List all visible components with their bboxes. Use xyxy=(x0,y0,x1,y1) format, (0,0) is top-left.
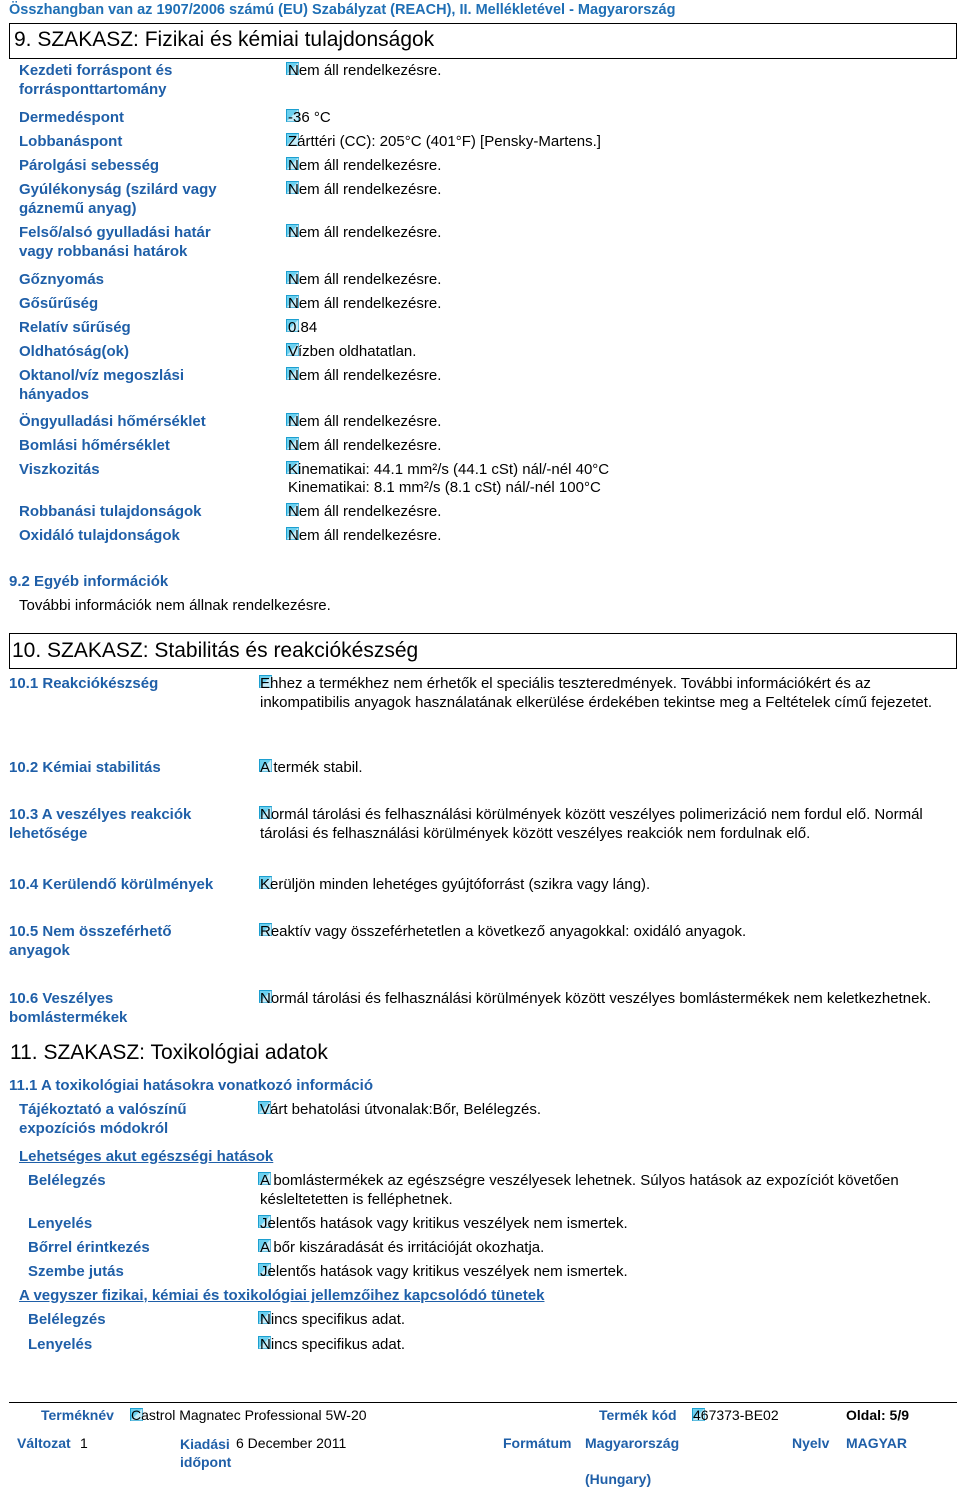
acute-effect-value: Jelentős hatások vagy kritikus veszélyek nem ismertek. xyxy=(260,1263,628,1280)
footer-page: Oldal: 5/9 xyxy=(846,1407,910,1423)
property-label: Oktanol/víz megoszlási hányados xyxy=(19,367,185,403)
acute-effects-title: Lehetséges akut egészségi hatások xyxy=(19,1148,274,1165)
property-label: Felső/alsó gyulladási határ vagy robbanási határok xyxy=(19,224,211,260)
reactivity-label: 10.5 Nem összeférhető anyagok xyxy=(9,923,172,959)
property-label: Gősűrűség xyxy=(19,295,99,312)
property-label: Gőznyomás xyxy=(19,271,105,288)
acute-effect-label: Bőrrel érintkezés xyxy=(28,1239,150,1256)
property-value: Nem áll rendelkezésre. xyxy=(288,271,442,288)
property-value: Nem áll rendelkezésre. xyxy=(288,503,442,520)
reactivity-label: 10.1 Reakciókészség xyxy=(9,675,159,692)
reactivity-value: Normál tárolási és felhasználási körülmények között veszélyes polimerizáció nem fordul elő. Normál tárolási és felhasználási körülmények között veszélyes reakciók nem fordulnak elő. xyxy=(260,806,923,842)
property-label: Kezdeti forráspont és forrásponttartomány xyxy=(19,62,173,98)
acute-effect-label: Szembe jutás xyxy=(28,1263,124,1280)
property-label: Párolgási sebesség xyxy=(19,157,160,174)
property-label: Bomlási hőmérséklet xyxy=(19,437,170,454)
reactivity-value: A termék stabil. xyxy=(260,759,363,776)
symptom-value: Nincs specifikus adat. xyxy=(260,1336,406,1353)
footer-issue-label: Kiadási időpont xyxy=(180,1436,232,1470)
property-value: Nem áll rendelkezésre. xyxy=(288,181,442,198)
section10-title-box xyxy=(9,633,957,669)
footer-product-code: 467373-BE02 xyxy=(693,1407,779,1423)
symptom-label: Belélegzés xyxy=(28,1311,106,1328)
property-value: 0.84 xyxy=(288,319,318,336)
footer-product-name: Castrol Magnatec Professional 5W-20 xyxy=(131,1407,367,1423)
sub92-title: 9.2 Egyéb információk xyxy=(9,573,169,590)
reactivity-value: Reaktív vagy összeférhetetlen a következő anyagokkal: oxidáló anyagok. xyxy=(260,923,747,940)
footer-format-label: Formátum xyxy=(503,1435,572,1451)
property-label: Gyúlékonyság (szilárd vagy gáznemű anyag) xyxy=(19,181,217,217)
footer-product-name-label: Terméknév xyxy=(41,1407,114,1423)
property-label: Öngyulladási hőmérséklet xyxy=(19,413,206,430)
sub111-title: 11.1 A toxikológiai hatásokra vonatkozó információ xyxy=(9,1077,373,1094)
reactivity-value: Kerüljön minden lehetéges gyújtóforrást (szikra vagy láng). xyxy=(260,876,651,893)
footer-version: 1 xyxy=(80,1435,88,1451)
footer-language: MAGYAR xyxy=(846,1435,907,1451)
property-label: Oldhatóság(ok) xyxy=(19,343,130,360)
footer-format-2: (Hungary) xyxy=(585,1471,652,1487)
section9-title: 9. SZAKASZ: Fizikai és kémiai tulajdonságok xyxy=(14,28,435,51)
reactivity-label: 10.3 A veszélyes reakciók lehetősége xyxy=(9,806,192,842)
reactivity-label: 10.2 Kémiai stabilitás xyxy=(9,759,161,776)
exposure-label: Tájékoztató a valószínű expozíciós módokról xyxy=(19,1101,187,1137)
acute-effect-value: Jelentős hatások vagy kritikus veszélyek nem ismertek. xyxy=(260,1215,628,1232)
footer-version-label: Változat xyxy=(17,1435,71,1451)
reactivity-label: 10.6 Veszélyes bomlástermékek xyxy=(9,990,128,1026)
property-value: Nem áll rendelkezésre. xyxy=(288,437,442,454)
section11-title: 11. SZAKASZ: Toxikológiai adatok xyxy=(10,1041,328,1064)
exposure-value: Várt behatolási útvonalak:Bőr, Belélegzés. xyxy=(260,1101,542,1118)
property-value: Nem áll rendelkezésre. xyxy=(288,157,442,174)
footer-issue-date: 6 December 2011 xyxy=(236,1435,347,1451)
reactivity-label: 10.4 Kerülendő körülmények xyxy=(9,876,214,893)
property-label: Relatív sűrűség xyxy=(19,319,131,336)
footer-product-code-label: Termék kód xyxy=(599,1407,677,1423)
symptoms-title: A vegyszer fizikai, kémiai és toxikológiai jellemzőihez kapcsolódó tünetek xyxy=(19,1287,545,1304)
acute-effect-label: Lenyelés xyxy=(28,1215,93,1232)
acute-effect-value: A bőr kiszáradását és irritációját okozhatja. xyxy=(260,1239,545,1256)
property-label: Oxidáló tulajdonságok xyxy=(19,527,180,544)
property-value: Nem áll rendelkezésre. xyxy=(288,295,442,312)
footer-format: Magyarország xyxy=(585,1435,680,1451)
footer-language-label: Nyelv xyxy=(792,1435,830,1451)
symptom-value: Nincs specifikus adat. xyxy=(260,1311,406,1328)
property-label: Lobbanáspont xyxy=(19,133,123,150)
acute-effect-value: A bomlástermékek az egészségre veszélyesek lehetnek. Súlyos hatások az expozíciót követően késleltetetten is felléphetnek. xyxy=(260,1172,899,1208)
property-value: Kinematikai: 44.1 mm²/s (44.1 cSt) nál/-nél 40°C xyxy=(288,461,610,478)
property-label: Viszkozitás xyxy=(19,461,100,478)
section9-title-box xyxy=(9,23,957,59)
symptom-label: Lenyelés xyxy=(28,1336,93,1353)
property-value: Zárttéri (CC): 205°C (401°F) [Pensky-Martens.] xyxy=(288,133,601,150)
property-value: Nem áll rendelkezésre. xyxy=(288,62,442,79)
property-value: Nem áll rendelkezésre. xyxy=(288,527,442,544)
section10-title: 10. SZAKASZ: Stabilitás és reakciókészség xyxy=(12,639,419,662)
property-value-2: Kinematikai: 8.1 mm²/s (8.1 cSt) nál/-nél 100°C xyxy=(288,479,601,496)
property-value: Nem áll rendelkezésre. xyxy=(288,224,442,241)
property-value: Nem áll rendelkezésre. xyxy=(288,367,442,384)
reactivity-value: Normál tárolási és felhasználási körülmények között veszélyes bomlástermékek nem keletkezhetnek. xyxy=(260,990,932,1007)
property-value: Vízben oldhatatlan. xyxy=(288,343,417,360)
property-label: Dermedéspont xyxy=(19,109,125,126)
reactivity-value: Ehhez a termékhez nem érhetők el speciális teszteredmények. További információkért és az inkompatibilis anyagok használatának elkerülése érdekében tekintse meg a Feltételek című fejezetet. xyxy=(260,675,933,711)
property-value: Nem áll rendelkezésre. xyxy=(288,413,442,430)
property-label: Robbanási tulajdonságok xyxy=(19,503,202,520)
document-header: Összhangban van az 1907/2006 számú (EU) Szabályzat (REACH), II. Mellékletével - Magyarország xyxy=(9,2,676,18)
sub92-text: További információk nem állnak rendelkezésre. xyxy=(19,597,331,614)
acute-effect-label: Belélegzés xyxy=(28,1172,106,1189)
property-value: -36 °C xyxy=(288,109,331,126)
footer-rule xyxy=(9,1402,957,1403)
